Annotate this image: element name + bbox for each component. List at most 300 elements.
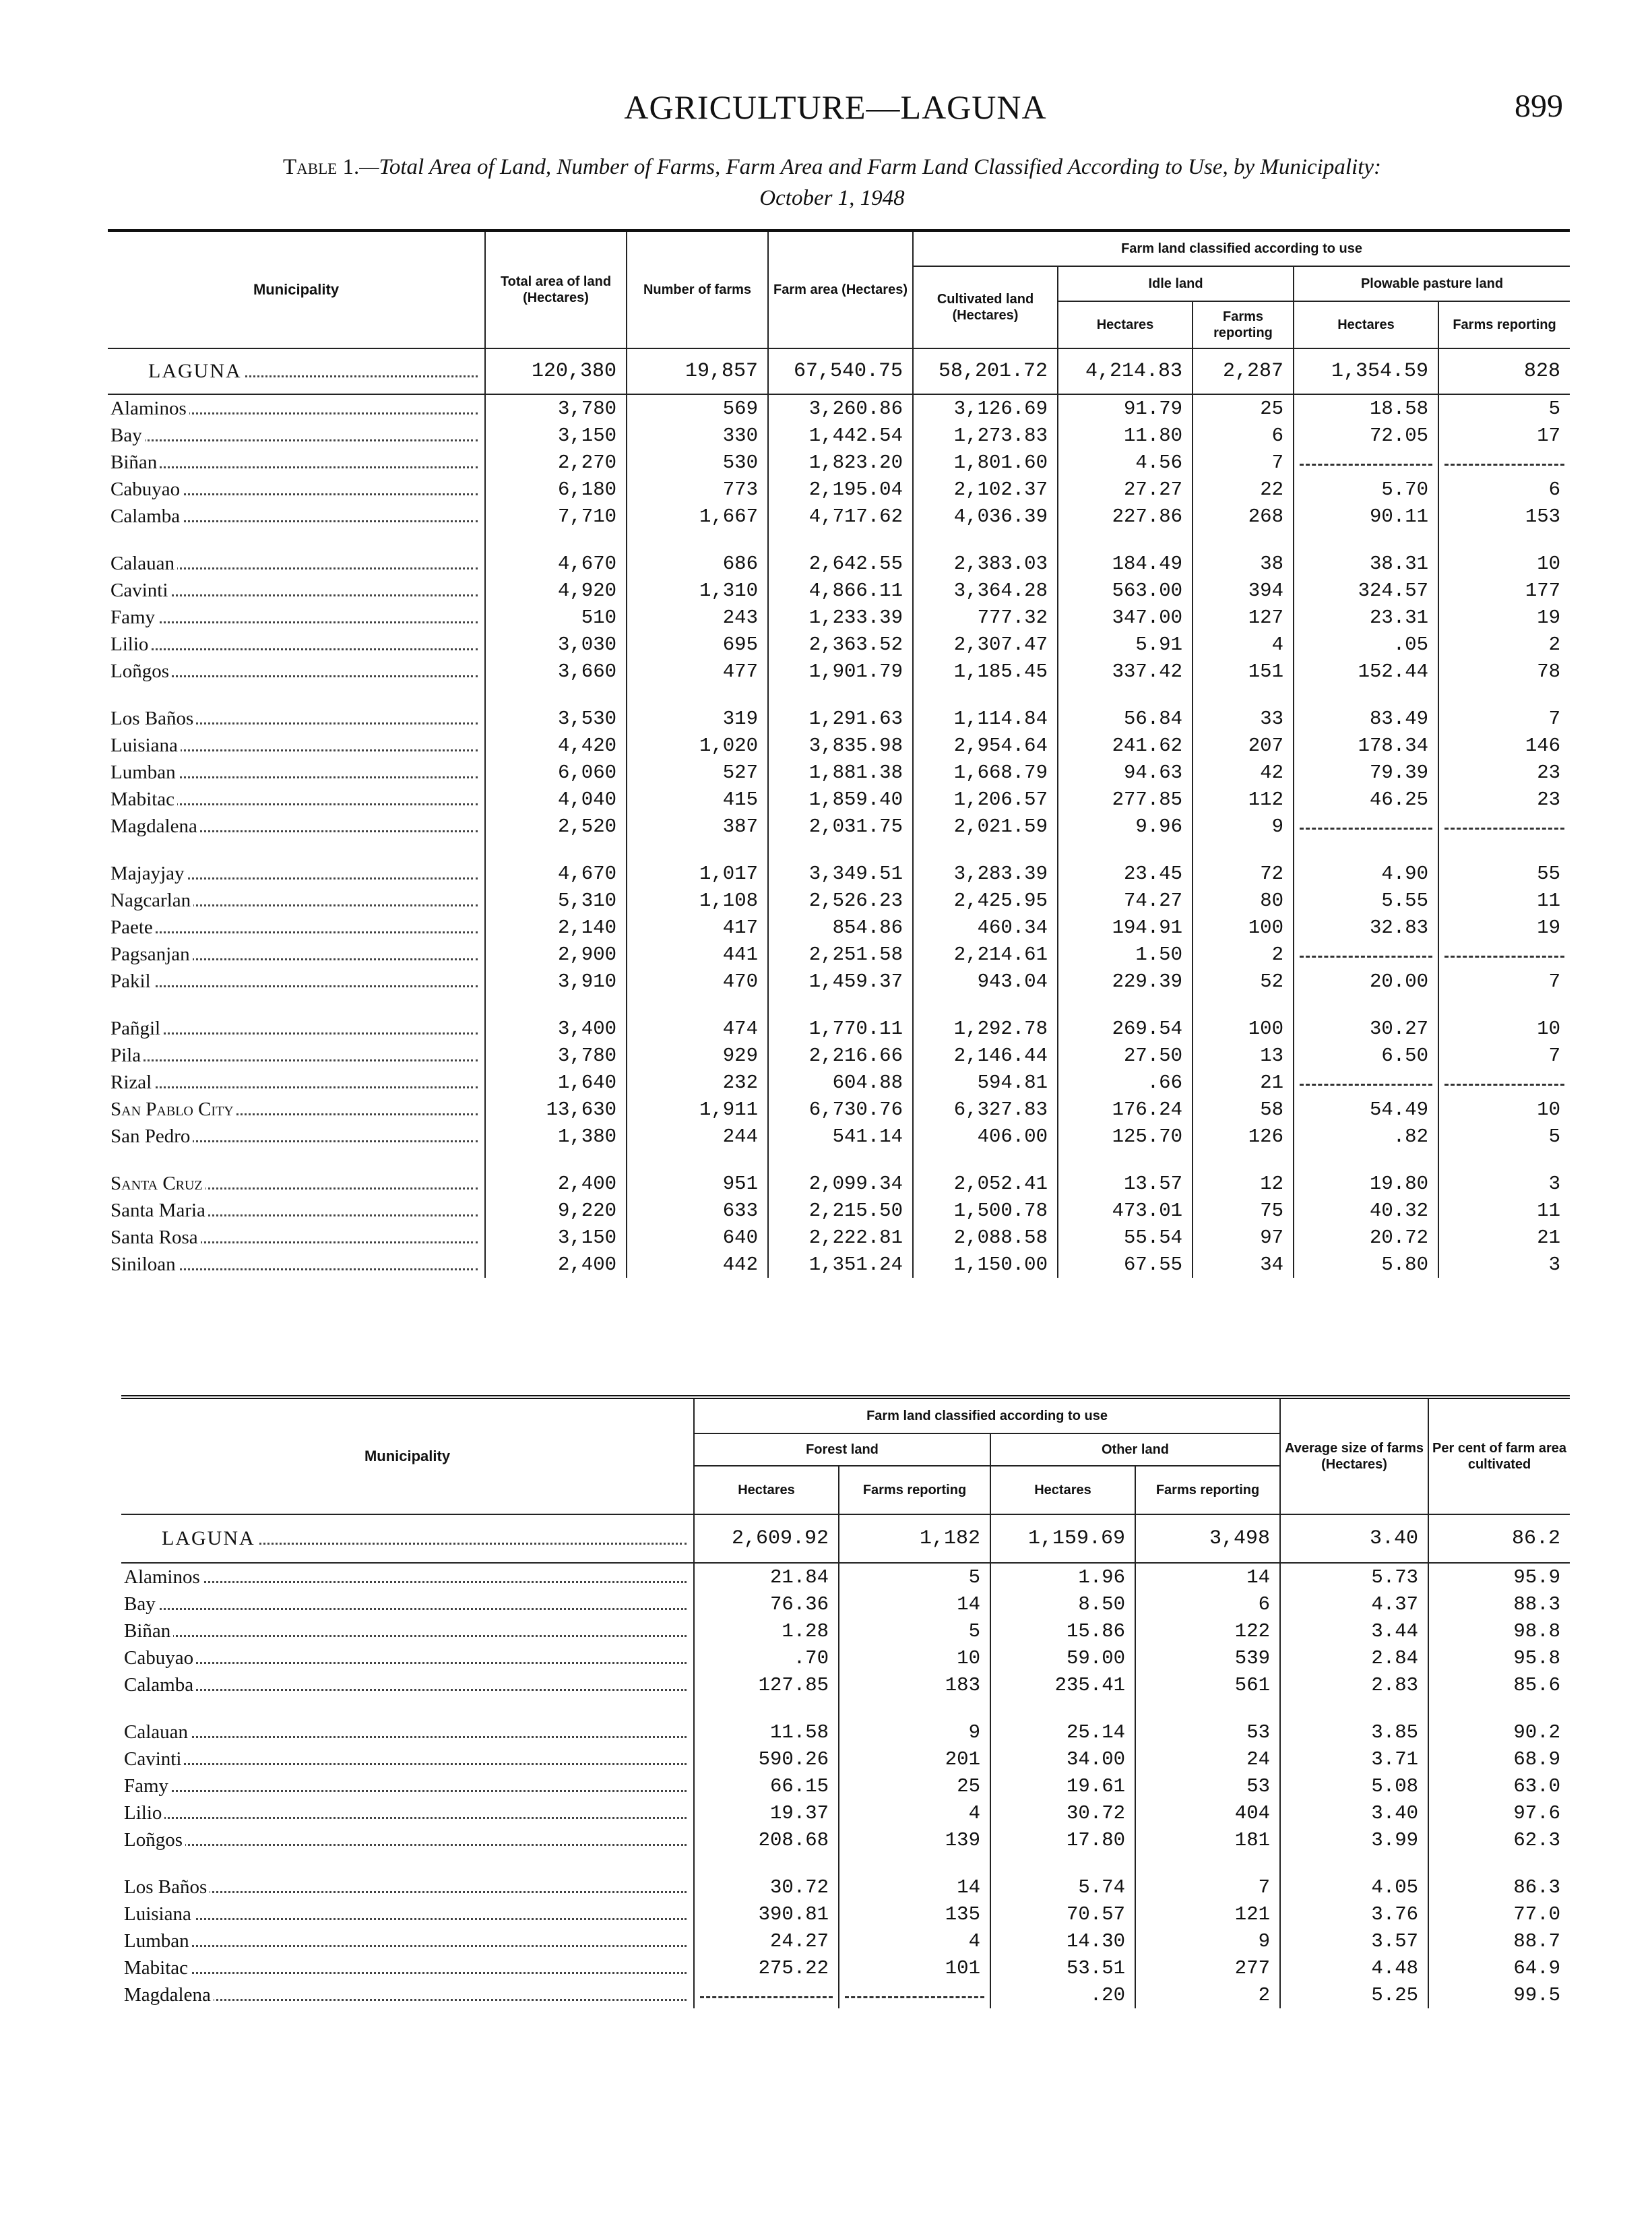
table-cell: 38 <box>1193 550 1294 577</box>
t1-body <box>108 348 1570 1278</box>
t2-header-forest-land: Forest land <box>694 1433 990 1466</box>
table-cell: 3,150 <box>485 422 627 449</box>
table-row <box>108 658 1570 685</box>
gap-cell <box>1193 685 1294 705</box>
gap-cell <box>990 1853 1135 1874</box>
table-cell: 235.41 <box>990 1671 1135 1698</box>
table-cell: 4,670 <box>485 550 627 577</box>
table-cell: 4.90 <box>1294 860 1438 887</box>
table-cell: 19.37 <box>694 1799 839 1826</box>
table-row <box>121 1874 1570 1901</box>
municipality-name: Cabuyao <box>108 476 485 503</box>
table-cell <box>1438 941 1570 968</box>
municipality-name: Lumban <box>108 759 485 786</box>
table-cell: 1,017 <box>627 860 768 887</box>
table-cell: .66 <box>1058 1069 1193 1096</box>
table-cell: 324.57 <box>1294 577 1438 604</box>
row-group-gap <box>121 1698 1570 1719</box>
municipality-name: Majayjay <box>108 860 485 887</box>
municipality-name: Famy <box>108 604 485 631</box>
gap-cell <box>1294 1150 1438 1170</box>
t1-total-name: LAGUNA <box>108 348 485 394</box>
table-row <box>108 1197 1570 1224</box>
row-group-gap <box>108 1150 1570 1170</box>
municipality-name: Biñan <box>108 449 485 476</box>
table-cell: 590.26 <box>694 1746 839 1772</box>
table-cell: 3 <box>1548 1172 1561 1195</box>
running-title: AGRICULTURE—LAGUNA <box>624 88 1047 126</box>
table-cell: 1,351.24 <box>768 1251 913 1278</box>
table-cell: 2,900 <box>485 941 627 968</box>
table-cell: 8.50 <box>990 1590 1135 1617</box>
table-cell: 1,233.39 <box>768 604 913 631</box>
t1-header-pasture-farms: Farms reporting <box>1438 301 1570 348</box>
table-cell <box>1438 449 1570 476</box>
table-cell: 2 <box>1548 633 1561 656</box>
table-cell: 135 <box>839 1901 990 1927</box>
table-cell: 3.40 <box>1280 1799 1428 1826</box>
table-cell: 1.96 <box>990 1563 1135 1590</box>
gap-cell <box>839 1853 990 1874</box>
table-cell: 80 <box>1193 887 1294 914</box>
table-cell: 633 <box>627 1197 768 1224</box>
table-cell: 34 <box>1193 1251 1294 1278</box>
table-cell <box>1294 449 1438 476</box>
table-cell: 268 <box>1193 503 1294 530</box>
table-cell: 53 <box>1135 1772 1280 1799</box>
t1-header-farm-area: Farm area (Hectares) <box>768 230 913 348</box>
table-cell: 19.80 <box>1294 1170 1438 1197</box>
table-cell: 94.63 <box>1058 759 1193 786</box>
municipality-name: Paete <box>108 914 485 941</box>
table-cell: 2,425.95 <box>913 887 1058 914</box>
table-cell: 1,185.45 <box>913 658 1058 685</box>
municipality-name: Mabitac <box>121 1954 694 1981</box>
municipality-name: Calamba <box>121 1671 694 1698</box>
t1-header-idle-farms: Farms reporting <box>1193 301 1294 348</box>
table-cell: 563.00 <box>1058 577 1193 604</box>
table-cell: 3,260.86 <box>768 394 913 422</box>
table-cell: 18.58 <box>1294 394 1438 422</box>
table-cell: 177 <box>1525 579 1561 602</box>
gap-cell <box>1280 1853 1428 1874</box>
table-cell: 2,954.64 <box>913 732 1058 759</box>
table-cell: 474 <box>627 1015 768 1042</box>
table-cell: 7 <box>1135 1874 1280 1901</box>
table-cell: 4,920 <box>485 577 627 604</box>
t1-total-cell: 2,287 <box>1193 348 1294 394</box>
table-row <box>108 503 1570 530</box>
table-cell: 10 <box>1537 1098 1561 1121</box>
table-cell: .05 <box>1294 631 1438 658</box>
table-row <box>108 550 1570 577</box>
table-row <box>121 1901 1570 1927</box>
municipality-name: Los Baños <box>121 1874 694 1901</box>
gap-cell <box>1193 995 1294 1015</box>
caption-date: October 1, 1948 <box>759 186 905 210</box>
table-row <box>121 1772 1570 1799</box>
table-cell: 1,291.63 <box>768 705 913 732</box>
table-cell: 404 <box>1135 1799 1280 1826</box>
table-cell: 5,310 <box>485 887 627 914</box>
table-cell: 146 <box>1525 734 1561 757</box>
table-cell: 561 <box>1135 1671 1280 1698</box>
table-cell: 100 <box>1193 914 1294 941</box>
table-cell: 33 <box>1193 705 1294 732</box>
table-cell: 5 <box>1548 1125 1561 1148</box>
running-head <box>108 88 1563 142</box>
table-cell: 415 <box>627 786 768 813</box>
table-cell: 6 <box>1548 478 1561 501</box>
table-cell: 232 <box>627 1069 768 1096</box>
table-cell: 951 <box>627 1170 768 1197</box>
t2-header-other-land: Other land <box>990 1433 1280 1466</box>
table-cell: 122 <box>1135 1617 1280 1644</box>
table-cell: 13 <box>1193 1042 1294 1069</box>
table-cell: 6 <box>1193 422 1294 449</box>
table-cell: 53.51 <box>990 1954 1135 1981</box>
row-group-gap <box>121 1853 1570 1874</box>
table-cell: 1,459.37 <box>768 968 913 995</box>
municipality-name: Bay <box>108 422 485 449</box>
table-cell: 77.0 <box>1513 1903 1561 1925</box>
table-cell: 5.80 <box>1294 1251 1438 1278</box>
table-cell: 6,060 <box>485 759 627 786</box>
table-row <box>108 1170 1570 1197</box>
table-cell: 773 <box>627 476 768 503</box>
table-cell: 2,214.61 <box>913 941 1058 968</box>
table-cell: 5.74 <box>990 1874 1135 1901</box>
table-cell: 97 <box>1193 1224 1294 1251</box>
table-cell: 1.28 <box>694 1617 839 1644</box>
table-cell: 4.05 <box>1280 1874 1428 1901</box>
table-cell: 3,780 <box>485 394 627 422</box>
table-cell: 2,088.58 <box>913 1224 1058 1251</box>
table-cell: 394 <box>1193 577 1294 604</box>
table-cell: 101 <box>839 1954 990 1981</box>
table-row <box>108 1042 1570 1069</box>
t1-header-farm-land-group: Farm land classified according to use <box>913 230 1570 266</box>
table-cell: 23 <box>1537 761 1561 784</box>
table-cell <box>1294 1069 1438 1096</box>
table-caption <box>101 152 1563 214</box>
table-cell: 1,770.11 <box>768 1015 913 1042</box>
gap-cell <box>485 530 627 550</box>
table-cell: 139 <box>839 1826 990 1853</box>
table-row <box>121 1954 1570 1981</box>
table-cell: 91.79 <box>1058 394 1193 422</box>
table-cell: 1,442.54 <box>768 422 913 449</box>
table-cell: 23 <box>1537 788 1561 811</box>
gap-cell <box>768 1150 913 1170</box>
table-cell: 7,710 <box>485 503 627 530</box>
municipality-name: Magdalena <box>108 813 485 840</box>
table-cell: 569 <box>627 394 768 422</box>
table-row <box>121 1671 1570 1698</box>
table-cell: 241.62 <box>1058 732 1193 759</box>
table-cell: 21 <box>1537 1226 1561 1249</box>
gap-cell <box>1294 685 1438 705</box>
table-cell: 19.61 <box>990 1772 1135 1799</box>
gap-cell <box>1193 530 1294 550</box>
table-cell: 4,717.62 <box>768 503 913 530</box>
gap-cell <box>1438 995 1570 1015</box>
gap-cell <box>108 530 485 550</box>
table-cell: 3.99 <box>1280 1826 1428 1853</box>
table-cell: 3,364.28 <box>913 577 1058 604</box>
municipality-name: Magdalena <box>121 1981 694 2008</box>
table-row <box>121 1719 1570 1746</box>
table-cell: 121 <box>1135 1901 1280 1927</box>
table-cell: 46.25 <box>1294 786 1438 813</box>
table-cell: 207 <box>1193 732 1294 759</box>
table-row <box>121 1644 1570 1671</box>
table-row <box>121 1746 1570 1772</box>
table-cell: 1.50 <box>1058 941 1193 968</box>
table-cell: 24 <box>1135 1746 1280 1772</box>
table-cell: 4,036.39 <box>913 503 1058 530</box>
table-cell: 477 <box>627 658 768 685</box>
table-cell: 14 <box>839 1874 990 1901</box>
table-cell: 5.55 <box>1294 887 1438 914</box>
gap-cell <box>108 685 485 705</box>
table-cell <box>1294 813 1438 840</box>
t1-header-municipality: Municipality <box>108 230 485 348</box>
table-row <box>108 914 1570 941</box>
table-cell: 183 <box>839 1671 990 1698</box>
table-cell: 7 <box>1193 449 1294 476</box>
table-cell: 52 <box>1193 968 1294 995</box>
gap-cell <box>1135 1698 1280 1719</box>
table-cell: 42 <box>1193 759 1294 786</box>
table-cell: 2,052.41 <box>913 1170 1058 1197</box>
table-cell: 13,630 <box>485 1096 627 1123</box>
table-cell: 604.88 <box>768 1069 913 1096</box>
t1-total-cell: 19,857 <box>627 348 768 394</box>
table-cell: 330 <box>627 422 768 449</box>
table-cell: 127 <box>1193 604 1294 631</box>
table-cell: 1,911 <box>627 1096 768 1123</box>
gap-cell <box>108 840 485 860</box>
gap-cell <box>485 995 627 1015</box>
table-row <box>108 394 1570 422</box>
gap-cell <box>1294 530 1438 550</box>
caption-table-label: Table 1. <box>283 155 360 179</box>
table-cell: 151 <box>1193 658 1294 685</box>
table-cell: .82 <box>1294 1123 1438 1150</box>
municipality-name: Mabitac <box>108 786 485 813</box>
table-cell: 929 <box>627 1042 768 1069</box>
municipality-name: Biñan <box>121 1617 694 1644</box>
table-row <box>108 476 1570 503</box>
gap-cell <box>768 840 913 860</box>
table-cell: 1,640 <box>485 1069 627 1096</box>
table-cell: 152.44 <box>1294 658 1438 685</box>
table-cell: 21.84 <box>694 1563 839 1590</box>
t1-header-idle-land: Idle land <box>1058 266 1294 301</box>
municipality-name: Cabuyao <box>121 1644 694 1671</box>
table-cell: 40.32 <box>1294 1197 1438 1224</box>
table-cell: 19 <box>1537 606 1561 629</box>
table-cell: 5.73 <box>1280 1563 1428 1590</box>
t2-header-other-farms: Farms reporting <box>1135 1466 1280 1514</box>
municipality-name: Luisiana <box>108 732 485 759</box>
table-cell: 21 <box>1193 1069 1294 1096</box>
table-cell: 14 <box>839 1590 990 1617</box>
table-cell: 15.86 <box>990 1617 1135 1644</box>
table-cell: 208.68 <box>694 1826 839 1853</box>
gap-cell <box>1428 1853 1570 1874</box>
table-cell: 7 <box>1548 1044 1561 1067</box>
table-cell: 90.11 <box>1294 503 1438 530</box>
table-cell: 5 <box>839 1617 990 1644</box>
table-cell: 194.91 <box>1058 914 1193 941</box>
table-cell: 14.30 <box>990 1927 1135 1954</box>
municipality-name: Rizal <box>108 1069 485 1096</box>
municipality-name: Luisiana <box>121 1901 694 1927</box>
table-row <box>108 449 1570 476</box>
t1-total-cell: 120,380 <box>485 348 627 394</box>
table-cell: 4,040 <box>485 786 627 813</box>
table-cell: 32.83 <box>1294 914 1438 941</box>
table-cell: 9 <box>1193 813 1294 840</box>
t2-header-forest-farms: Farms reporting <box>839 1466 990 1514</box>
table-cell: 76.36 <box>694 1590 839 1617</box>
table-cell: 1,667 <box>627 503 768 530</box>
table-row <box>108 860 1570 887</box>
table-cell: 390.81 <box>694 1901 839 1927</box>
table-cell: 943.04 <box>913 968 1058 995</box>
table-cell: 686 <box>627 550 768 577</box>
table-cell: 5.08 <box>1280 1772 1428 1799</box>
table-cell: 72 <box>1193 860 1294 887</box>
t2-header-other-hectares: Hectares <box>990 1466 1135 1514</box>
table-cell: 30.27 <box>1294 1015 1438 1042</box>
table-cell: 9 <box>1135 1927 1280 1954</box>
table-cell: 1,823.20 <box>768 449 913 476</box>
table-cell <box>694 1981 839 2008</box>
table-cell: 55.54 <box>1058 1224 1193 1251</box>
table-cell: 27.27 <box>1058 476 1193 503</box>
table-cell: 2,146.44 <box>913 1042 1058 1069</box>
gap-cell <box>1193 840 1294 860</box>
table-cell: 275.22 <box>694 1954 839 1981</box>
table-cell: 594.81 <box>913 1069 1058 1096</box>
table-cell: 2,270 <box>485 449 627 476</box>
table-cell <box>1438 1069 1570 1096</box>
table-cell: 2,216.66 <box>768 1042 913 1069</box>
table-cell: 3.85 <box>1280 1719 1428 1746</box>
table-cell: 1,108 <box>627 887 768 914</box>
table-cell: 153 <box>1525 505 1561 528</box>
table-cell: 2,642.55 <box>768 550 913 577</box>
municipality-name: Pila <box>108 1042 485 1069</box>
gap-cell <box>485 685 627 705</box>
table-cell: 17.80 <box>990 1826 1135 1853</box>
table-cell: 854.86 <box>768 914 913 941</box>
table-cell: 4 <box>839 1927 990 1954</box>
table-cell: 2,526.23 <box>768 887 913 914</box>
row-group-gap <box>108 685 1570 705</box>
t1-header-pasture-hectares: Hectares <box>1294 301 1438 348</box>
gap-cell <box>913 995 1058 1015</box>
table-cell: 90.2 <box>1513 1721 1561 1743</box>
gap-cell <box>694 1698 839 1719</box>
municipality-name: Calauan <box>121 1719 694 1746</box>
table-cell: 10 <box>1537 552 1561 575</box>
gap-cell <box>108 995 485 1015</box>
t2-total-name: LAGUNA <box>121 1514 694 1563</box>
t2-total-cell: 3,498 <box>1135 1514 1280 1563</box>
table-cell: 30.72 <box>990 1799 1135 1826</box>
table-cell: 99.5 <box>1513 1983 1561 2006</box>
table-cell: 9 <box>839 1719 990 1746</box>
gap-cell <box>839 1698 990 1719</box>
table-cell: 1,114.84 <box>913 705 1058 732</box>
table-cell: 97.6 <box>1513 1801 1561 1824</box>
table-cell: 72.05 <box>1294 422 1438 449</box>
table-cell: 5.91 <box>1058 631 1193 658</box>
municipality-name: Bay <box>121 1590 694 1617</box>
caption-title: —Total Area of Land, Number of Farms, Farm Area and Farm Land Classified According to Use, by Municipality: <box>359 155 1381 179</box>
gap-cell <box>1135 1853 1280 1874</box>
table-cell: 22 <box>1193 476 1294 503</box>
table-cell: 2,383.03 <box>913 550 1058 577</box>
gap-cell <box>913 1150 1058 1170</box>
table-cell: 1,901.79 <box>768 658 913 685</box>
gap-cell <box>627 530 768 550</box>
table-cell: 6,180 <box>485 476 627 503</box>
table-cell: 70.57 <box>990 1901 1135 1927</box>
table-cell: 176.24 <box>1058 1096 1193 1123</box>
municipality-name: Cavinti <box>108 577 485 604</box>
table-cell: 20.72 <box>1294 1224 1438 1251</box>
t1-header-total-area: Total area of land (Hectares) <box>485 230 627 348</box>
table-row <box>108 1123 1570 1150</box>
table-cell: 1,881.38 <box>768 759 913 786</box>
t1-total-cell: 4,214.83 <box>1058 348 1193 394</box>
gap-cell <box>1438 1150 1570 1170</box>
gap-cell <box>1294 995 1438 1015</box>
table-row <box>121 1617 1570 1644</box>
table-row <box>108 631 1570 658</box>
municipality-name: San Pedro <box>108 1123 485 1150</box>
table-cell: 38.31 <box>1294 550 1438 577</box>
table-row <box>108 786 1570 813</box>
table-cell: 74.27 <box>1058 887 1193 914</box>
table-cell <box>839 1981 990 2008</box>
municipality-name: Alaminos <box>121 1563 694 1590</box>
table-cell: 2,099.34 <box>768 1170 913 1197</box>
table-cell: 1,206.57 <box>913 786 1058 813</box>
table-cell: 417 <box>627 914 768 941</box>
table-cell: 88.3 <box>1513 1593 1561 1615</box>
gap-cell <box>627 1150 768 1170</box>
table-cell: 3.57 <box>1280 1927 1428 1954</box>
row-group-gap <box>108 530 1570 550</box>
municipality-name: Santa Cruz <box>108 1170 485 1197</box>
t1-header-idle-hectares: Hectares <box>1058 301 1193 348</box>
table-row <box>108 1251 1570 1278</box>
table-cell: 4,866.11 <box>768 577 913 604</box>
table-cell: 460.34 <box>913 914 1058 941</box>
gap-cell <box>1294 840 1438 860</box>
t2-header-farm-land-group: Farm land classified according to use <box>694 1397 1280 1433</box>
table-cell: 1,801.60 <box>913 449 1058 476</box>
table-cell: 5.25 <box>1280 1981 1428 2008</box>
gap-cell <box>108 1150 485 1170</box>
municipality-name: Pakil <box>108 968 485 995</box>
